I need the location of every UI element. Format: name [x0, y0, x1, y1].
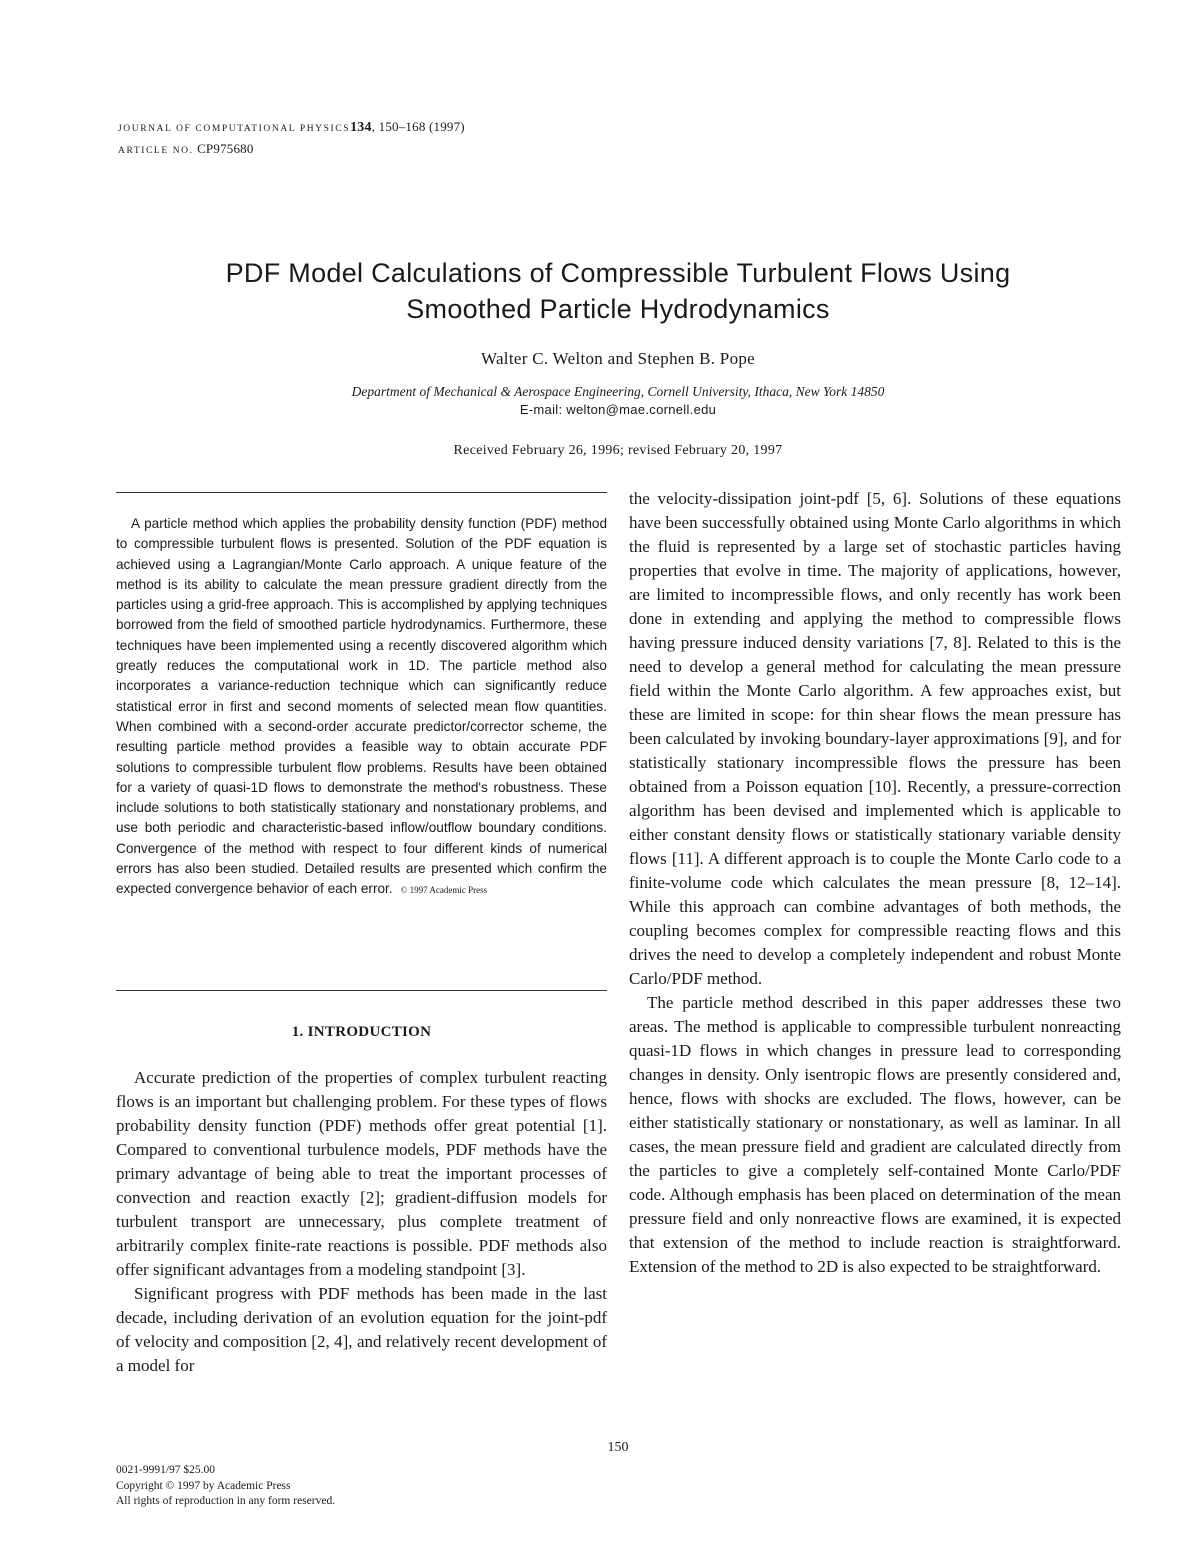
copyright-footer — [116, 1463, 335, 1510]
right-column — [629, 487, 1121, 1279]
title-line-2: Smoothed Particle Hydrodynamics — [406, 294, 830, 324]
intro-paragraph-2-continued: the velocity-dissipation joint-pdf [5, 6]. Solutions of these equations have been successfully obtained using Monte Carlo algorithms in which the fluid is represented by a large set of stochastic particles having properties that evolve in time. The majority of applications, however, are limited to incompressible flows, and only recently has work been done in extending and applying the method to compressible flows having pressure induced density variations [7, 8]. Related to this is the need to develop a general method for calculating the mean pressure field within the Monte Carlo algorithm. A few approaches exist, but these are limited in scope: for thin shear flows the mean pressure has been calculated by invoking boundary-layer approximations [9], and for statistically stationary incompressible flows the pressure has been obtained from a Poisson equation [10]. Recently, a pressure-correction algorithm has been devised and implemented which is applicable to either constant density flows or statistically stationary variable density flows [11]. A different approach is to couple the Monte Carlo code to a finite-volume code which calculates the mean pressure [8, 12–14]. While this approach can combine advantages of both methods, the coupling becomes complex for compressible reacting flows and this drives the need to develop a completely independent and robust Monte Carlo/PDF method. — [629, 489, 1121, 988]
intro-paragraph-1: Accurate prediction of the properties of complex turbulent reacting flows is an important but challenging problem. For these types of flows probability density function (PDF) methods offer great potential [1]. Compared to conventional turbulence models, PDF methods have the primary advantage of being able to treat the important processes of convection and reaction exactly [2]; gradient-diffusion models for turbulent transport are unnecessary, plus complete treatment of arbitrarily complex finite-rate reactions is possible. PDF methods also offer significant advantages from a modeling standpoint [3]. — [116, 1068, 607, 1279]
article-label: ARTICLE NO. — [118, 146, 194, 156]
journal-header — [118, 117, 465, 161]
page-number: 150 — [607, 1440, 629, 1455]
article-number-line — [118, 139, 465, 161]
intro-paragraph-3: The particle method described in this paper addresses these two areas. The method is applicable to compressible turbulent nonreacting quasi-1D flows in which changes in pressure lead to corresponding changes in density. Only isentropic flows are presently considered and, hence, flows with shocks are excluded. The flows, however, can be either statistically stationary or nonstationary, as well as laminar. In all cases, the mean pressure field and gradient are calculated directly from the particles to give a completely self-contained Monte Carlo/PDF code. Although emphasis has been placed on determination of the mean pressure field and only nonreactive flows are examined, it is expected that extension of the method to include reaction is straightforward. Extension of the method to 2D is also expected to be straightforward. — [629, 993, 1121, 1276]
received-dates: Received February 26, 1996; revised February 20, 1997 — [453, 443, 783, 458]
paper-title — [100, 255, 1136, 327]
footer-copyright-line: Copyright © 1997 by Academic Press — [116, 1479, 291, 1492]
abstract-top-rule — [116, 492, 607, 493]
abstract-copyright: © 1997 Academic Press — [400, 885, 488, 896]
abstract — [116, 514, 607, 901]
section-heading-introduction: 1. INTRODUCTION — [291, 1024, 432, 1040]
journal-name: JOURNAL OF COMPUTATIONAL PHYSICS — [118, 124, 351, 134]
journal-volume: 134 — [350, 120, 372, 135]
footer-price-line: 0021-9991/97 $25.00 — [116, 1464, 216, 1476]
intro-paragraph-2: Significant progress with PDF methods has been made in the last decade, including derivation of an evolution equation for the joint-pdf of velocity and composition [2, 4], and relatively recent development of a model for — [116, 1284, 607, 1375]
abstract-text: A particle method which applies the probability density function (PDF) method to compressible turbulent flows is presented. Solution of the PDF equation is achieved using a Lagrangian/Monte Carlo approach. A unique feature of the method is its ability to calculate the mean pressure gradient directly from the particles using a grid-free approach. This is accomplished by applying techniques borrowed from the field of smoothed particle hydrodynamics. Furthermore, these techniques have been implemented using a recently discovered algorithm which greatly reduces the computational work in 1D. The particle method also incorporates a variance-reduction technique which can significantly reduce statistical error in first and second moments of selected mean flow quantities. When combined with a second-order accurate predictor/corrector scheme, the resulting particle method provides a feasible way to obtain accurate PDF solutions to compressible turbulent flow problems. Results have been obtained for a variety of quasi-1D flows to demonstrate the method's robustness. These include solutions to both statistically stationary and nonstationary problems, and use both periodic and characteristic-based inflow/outflow boundary conditions. Convergence of the method with respect to four different kinds of numerical errors has also been studied. Detailed results are presented which confirm the expected convergence behavior of each error. — [116, 516, 607, 897]
author-email: E-mail: welton@mae.cornell.edu — [519, 402, 717, 417]
journal-pages-year: , 150–168 (1997) — [371, 119, 465, 134]
journal-citation-line — [118, 117, 465, 139]
article-number: CP975680 — [197, 141, 254, 156]
abstract-bottom-rule — [116, 990, 607, 991]
footer-rights-line: All rights of reproduction in any form reserved. — [116, 1495, 336, 1507]
left-column — [116, 1066, 607, 1378]
authors: Walter C. Welton and Stephen B. Pope — [480, 349, 756, 368]
affiliation: Department of Mechanical & Aerospace Engineering, Cornell University, Ithaca, New York 14850 — [351, 384, 885, 399]
title-line-1: PDF Model Calculations of Compressible Turbulent Flows Using — [225, 258, 1011, 288]
